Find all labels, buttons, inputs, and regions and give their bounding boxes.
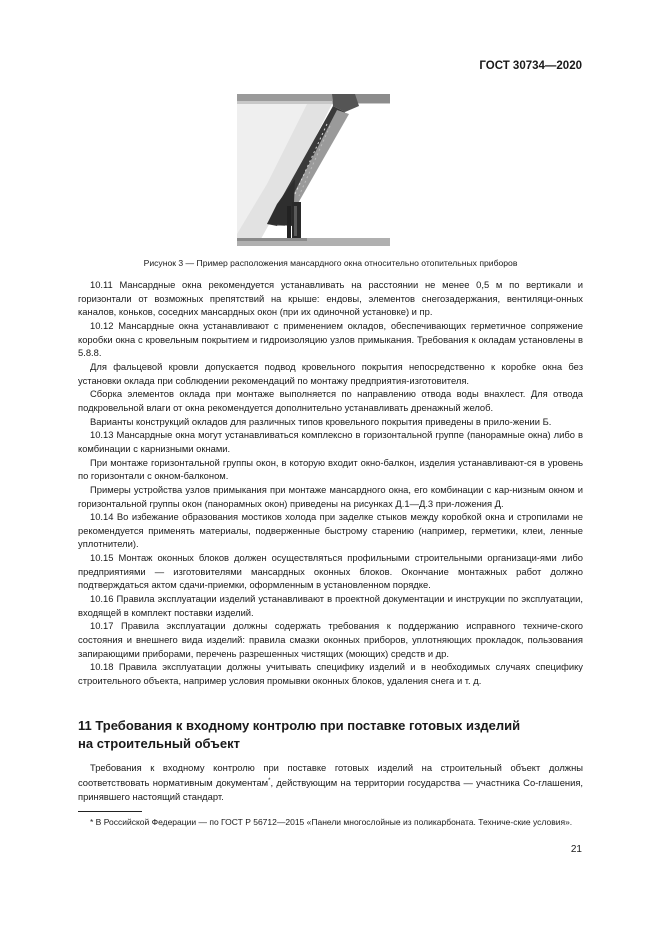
paragraph [78, 660, 583, 687]
paragraph-text: 10.13 Мансардные окна могут устанавливаться комплексно в горизонтальной группе (панорамные окна) либо в комбинации с карнизными окнами. [78, 429, 583, 454]
paragraph [78, 360, 583, 387]
footnote-divider [78, 811, 142, 812]
paragraph-text: Примеры устройства узлов примыкания при монтаже мансардного окна, его комбинации с кар-низным окном и горизонтальной группы окон (панорамных окон) приведены на рисунках Д.1—Д.3 при-ложения Д. [78, 483, 583, 509]
paragraph [78, 456, 583, 483]
paragraph-text: 10.17 Правила эксплуатации должны содержать требования к поддержанию исправного техниче-ского состояния и внешнего вида изделий: правила смазки оконных приборов, уплотняющих прокладок, пользования запирающими приборами, перечень разрешенных чистящих (моющих) средств и др. [78, 620, 583, 659]
figure-3-illustration [237, 94, 390, 246]
paragraph [78, 619, 583, 660]
paragraph-text: Сборка элементов оклада при монтаже выполняется по направлению отвода воды внахлест. Для отвода подкровельной влаги от окна рекомендуется дополнительно устанавливать дренажный желоб. [78, 388, 583, 413]
section-text-part: , действующим на территории государства — участника Со-глашения, принявшего настоящий стандарт. [78, 776, 584, 802]
page-number: 21 [570, 844, 582, 855]
paragraph-text: Варианты конструкций окладов для различных типов кровельного покрытия приведены в прило-жении Б. [90, 415, 552, 427]
section-text-part: Требования к входному контролю при поставке готовых изделий на строительный объект должны соответствовать нормативным документам [78, 762, 583, 788]
paragraph [78, 510, 583, 551]
paragraph-text: Для фальцевой кровли допускается подвод кровельного покрытия непосредственно к коробке окна без установки оклада при соблюдении рекомендаций по монтажу предприятия-изготовителя. [78, 360, 583, 386]
paragraph-text: 10.15 Монтаж оконных блоков должен осуществляться профильными строительными организаци-ями либо предприятиями — изготовителями мансардных оконных блоков. Окончание монтажных работ должно подтверждаться актом сдачи-приемки, оформленным в установленном порядке. [78, 552, 583, 591]
paragraph [78, 387, 583, 414]
body-text [78, 278, 583, 688]
paragraph-text: 10.14 Во избежание образования мостиков холода при заделке стыков между коробкой окна и стропилами не рекомендуется применять материалы, подверженные быстрому старению (например, герметики, клеи, ленные уплотнители). [78, 511, 583, 550]
paragraph [78, 278, 583, 319]
section-11-heading [78, 717, 583, 753]
document-header: ГОСТ 30734—2020 [479, 60, 582, 72]
section-heading-line: 11 Требования к входному контролю при поставке готовых изделий [78, 718, 521, 733]
paragraph-text: При монтаже горизонтальной группы окон, в которую входит окно-балкон, изделия устанавливают-ся в уровень по горизонтали с окном-балконом. [78, 456, 583, 482]
footnote-marker: * [268, 777, 271, 784]
section-heading-line: на строительный объект [78, 736, 240, 751]
paragraph [78, 592, 583, 619]
paragraph [78, 551, 583, 592]
paragraph-text: 10.12 Мансардные окна устанавливают с применением окладов, обеспечивающих герметичное сопряжение коробки окна с кровельным покрытием и гидроизоляцию узлов примыкания. Требования к окладам установлены в 5.8.8. [78, 319, 583, 359]
paragraph [78, 428, 583, 455]
radiator-shape [287, 206, 291, 242]
section-11-text [78, 761, 583, 804]
figure-caption: Рисунок 3 — Пример расположения мансардного окна относительно отопительных приборов [143, 258, 518, 268]
paragraph-text: 10.16 Правила эксплуатации изделий устанавливают в проектной документации и инструкции по эксплуатации, входящей в комплект поставки изделий. [78, 593, 583, 618]
paragraph [78, 415, 583, 429]
paragraph [78, 483, 583, 510]
footnote: * В Российской Федерации — по ГОСТ Р 56712—2015 «Панели многослойные из поликарбоната. Техниче-ские условия». [90, 817, 573, 827]
paragraph-text: 10.11 Мансардные окна рекомендуется устанавливать на расстоянии не менее 0,5 м по вертикали и горизонтали от возможных препятствий на крыше: ендовы, элементов снегозадержания, вентиляци-онных каналов, коньков, соседних мансардных окон (при их одиночной установке) и пр. [78, 279, 583, 318]
paragraph [78, 319, 583, 360]
paragraph-text: 10.18 Правила эксплуатации должны учитывать специфику изделий и в необходимых случаях специфику строительного объекта, например условия промывки оконных блоков, удаления снега и т. д. [78, 661, 583, 687]
